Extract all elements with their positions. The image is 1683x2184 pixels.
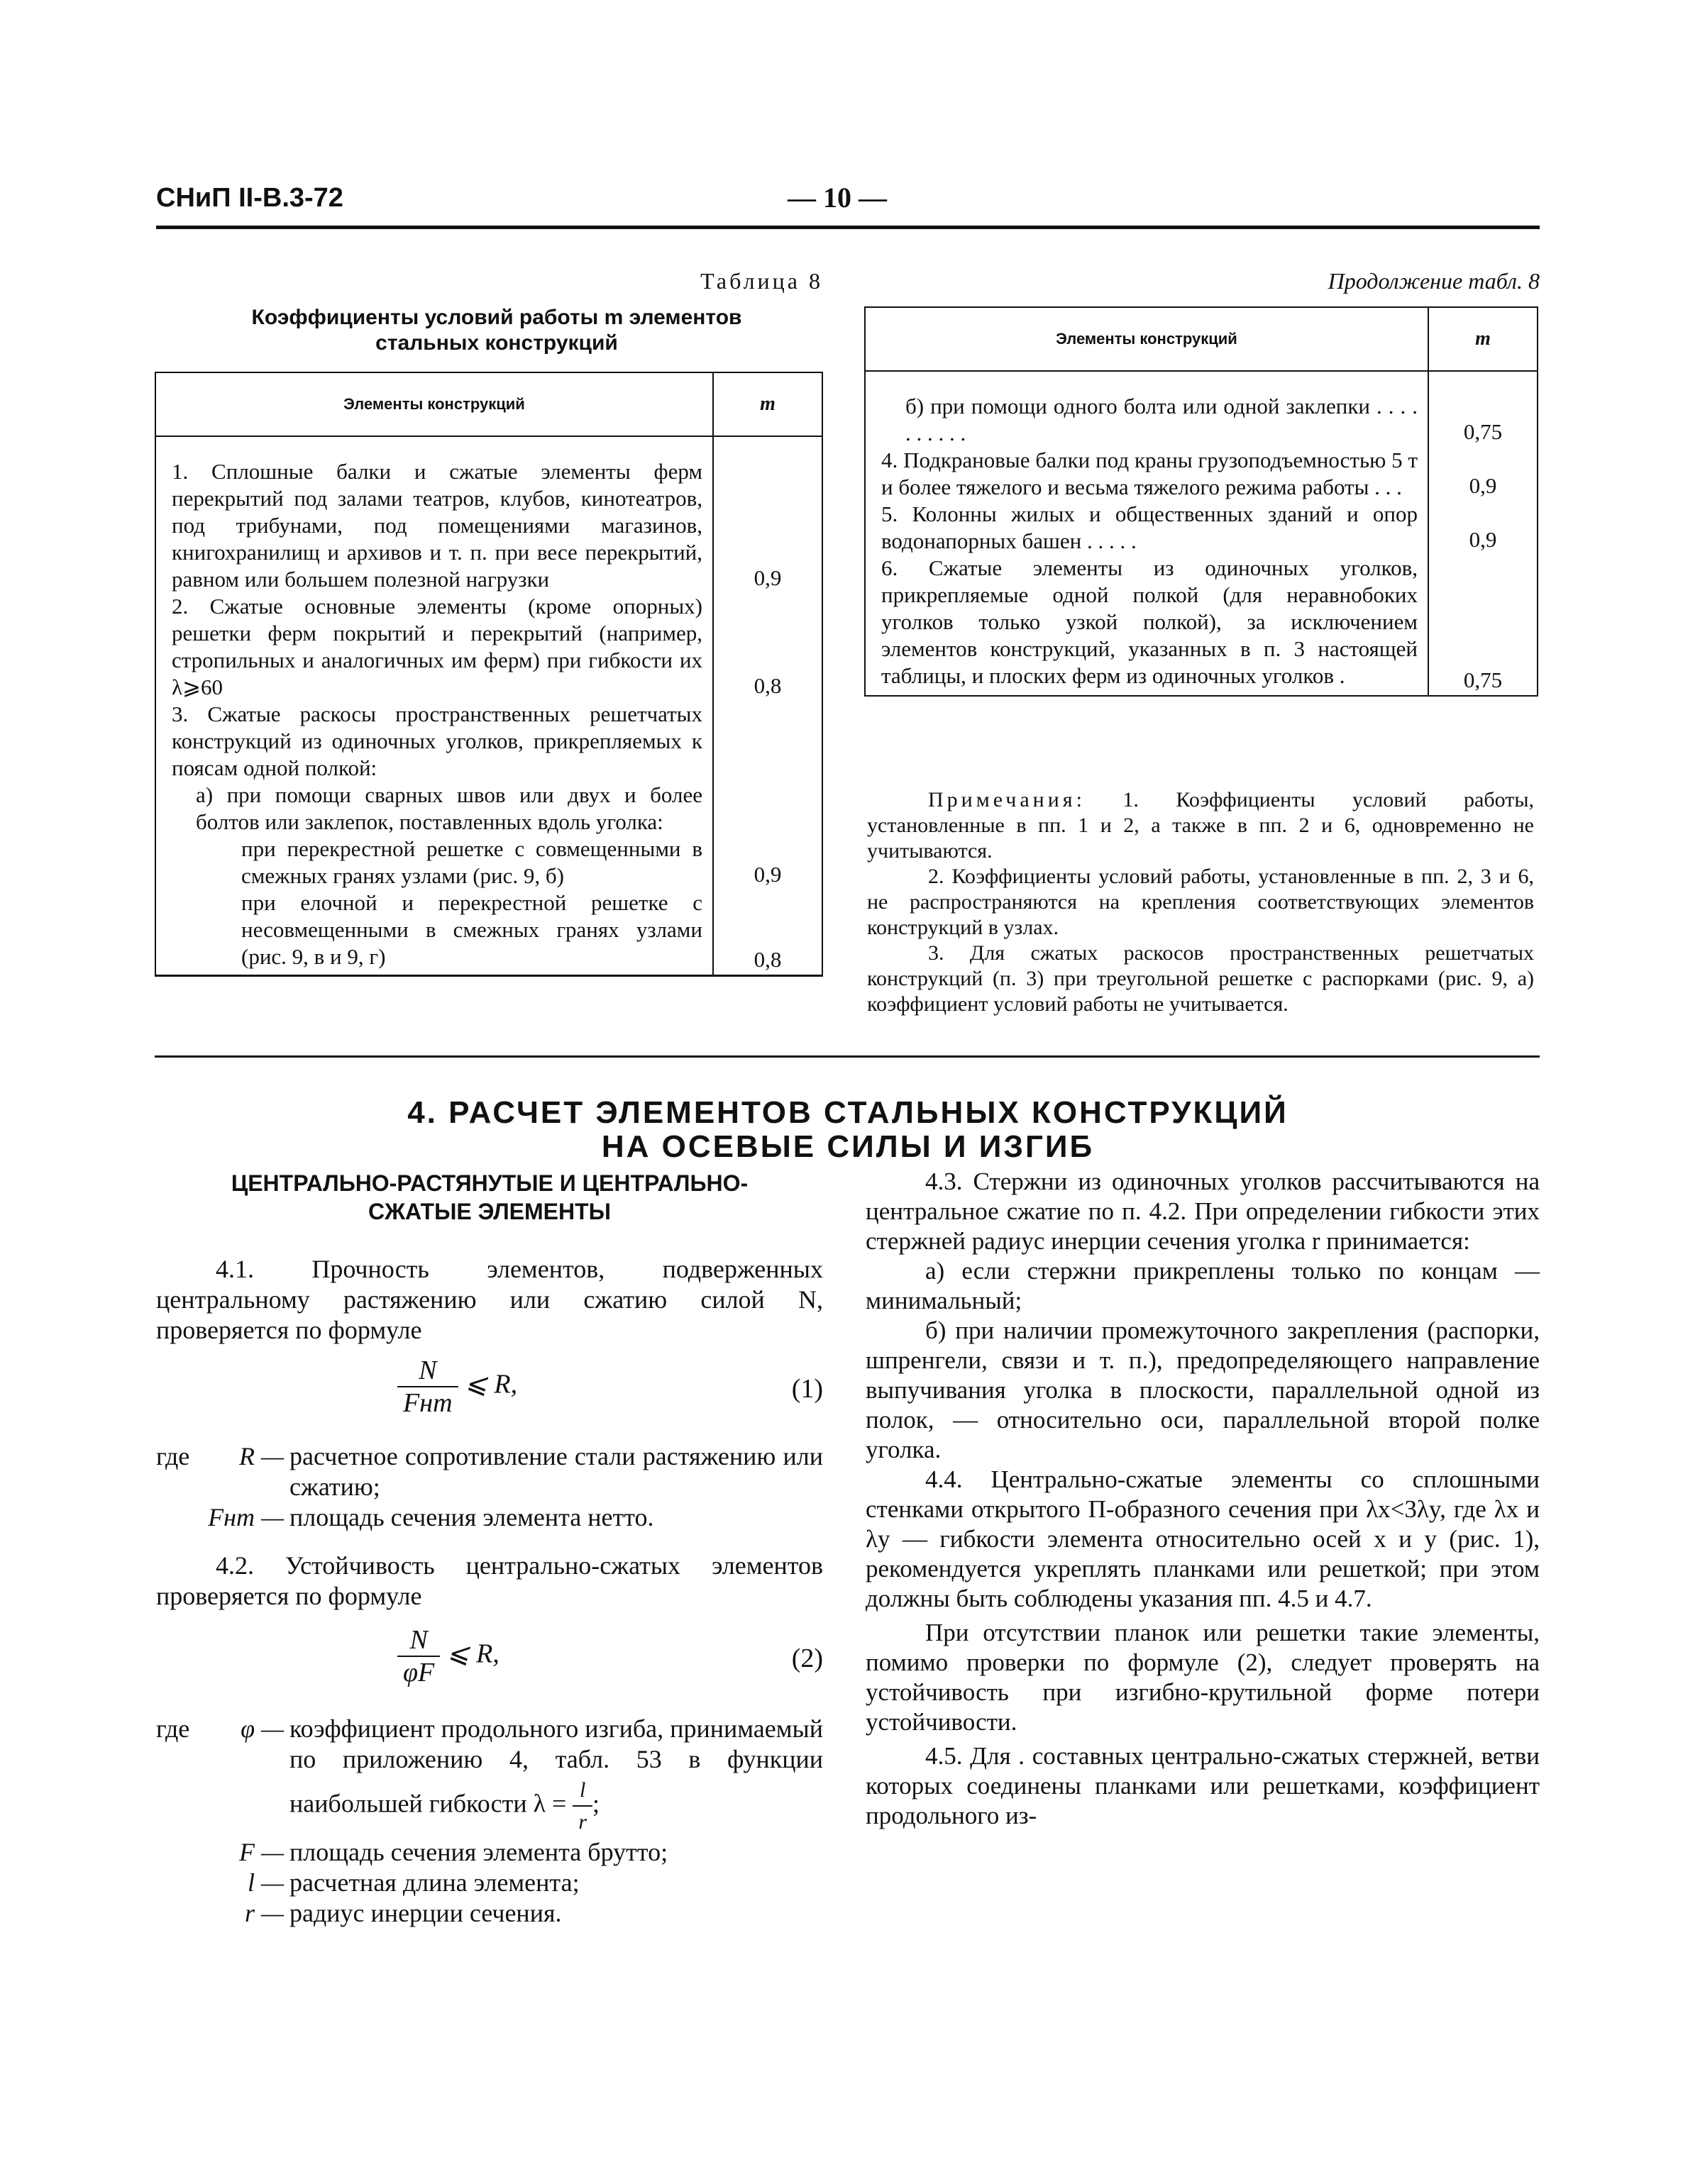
table-cell-m: 0,9 — [1428, 447, 1538, 501]
paragraph-4-2 — [156, 1551, 823, 1612]
paragraph-4-4: 4.4. Центрально-сжатые элементы со сплошными стенками открытого П-образного сечения при λx<3λy, где λx и λy — гибкости элемента относительно осей x и y (рис. 1), рекомендуется укреплять планками или решеткой; при этом должны быть соблюдены указания пп. 4.5 и 4.7. — [866, 1465, 1540, 1612]
formula-2-denominator: φF — [403, 1658, 435, 1687]
table-cell-item2: 2. Сжатые основные элементы (кроме опорных) решетки ферм покрытий и перекрытий (например, стропильных и аналогичных им ферм) при гибкости их λ⩾60 — [172, 594, 702, 699]
table-row — [155, 782, 822, 836]
formula-1 — [397, 1355, 823, 1419]
column-header-elements: Элементы конструкций — [155, 372, 713, 436]
formula-2-fraction — [397, 1624, 440, 1688]
document-code: СНиП II-В.3-72 — [156, 183, 343, 213]
formula-2-number: (2) — [791, 1643, 823, 1673]
table-row — [155, 889, 822, 976]
table-8 — [155, 372, 823, 977]
symbol-F-definition: площадь сечения элемента брутто; — [289, 1838, 668, 1866]
paragraph-4-3: 4.3. Стержни из одиночных уголков рассчитываются на центральное сжатие по п. 4.2. При определении гибкости этих стержней радиус инерции сечения уголка r принимается: — [866, 1168, 1540, 1255]
page-number: — 10 — — [788, 182, 887, 214]
table-8-continuation — [864, 306, 1538, 697]
table-cell-item3b: б) при помощи одного болта или одной заклепки . . . . . . . . . . — [905, 394, 1418, 445]
formula-1-numerator: N — [397, 1355, 458, 1387]
lambda-fraction: $\frac{l}{r}$ — [573, 1775, 592, 1837]
table-cell-m: 0,8 — [713, 593, 822, 701]
symbol-l: l — — [247, 1868, 284, 1897]
symbol-l-definition: расчетная длина элемента; — [289, 1868, 580, 1897]
table-row — [155, 593, 822, 701]
symbol-R-definition: расчетное сопротивление стали растяжению или сжатию; — [289, 1442, 823, 1501]
table-cell-item3: 3. Сжатые раскосы пространственных решетчатых конструкций из одиночных уголков, прикрепляемых к поясам одной полкой: — [172, 702, 702, 780]
header-rule — [156, 226, 1540, 229]
table-title: Коэффициенты условий работы m элементов стальных конструкций — [251, 306, 742, 355]
subsection-title-line2: СЖАТЫЕ ЭЛЕМЕНТЫ — [368, 1199, 611, 1224]
table-cell-m: 0,9 — [713, 836, 822, 889]
paragraph-4-3-b: б) при наличии промежуточного закрепления (распорки, шпренгели, связи и т. п.), предопределяющего направление выпучивания уголка в плоскости, параллельной одной из полок, — относительно оси, параллельной второй полке уголка. — [866, 1317, 1540, 1463]
symbol-Fnt: Fнт — — [208, 1503, 284, 1531]
paragraph-4-2-text: 4.2. Устойчивость центрально-сжатых элементов проверяется по формуле — [156, 1551, 823, 1610]
paragraph-4-3-a: а) если стержни прикреплены только по концам — минимальный; — [866, 1257, 1540, 1314]
table-cell-m: 0,9 — [713, 436, 822, 593]
section-title — [156, 1096, 1540, 1164]
table-cell-m: 0,9 — [1428, 501, 1538, 555]
column-header-m: m — [713, 372, 822, 436]
table-continuation-caption: Продолжение табл. 8 — [1328, 268, 1540, 294]
table-cell-item1: 1. Сплошные балки и сжатые элементы ферм перекрытий под залами театров, клубов, кинотеатров, под трибунами, под помещениями магазинов, книгохранилищ и архивов и т. п. при весе перекрытий, равном или большем полезной нагрузки — [172, 459, 702, 592]
formula-1-denominator: Fнт — [403, 1388, 453, 1418]
table-cell-item6: 6. Сжатые элементы из одиночных уголков, прикрепляемые одной полкой (для неравнобоких уголков только узкой полкой), за исключением элементов конструкций, указанных в п. 3 настоящей таблицы, и плоских ферм из одиночных уголков . — [881, 555, 1418, 688]
where-label: где — [156, 1442, 190, 1470]
table-cell-item3a1: при перекрестной решетке с совмещенными в смежных гранях узлами (рис. 9, б) — [241, 836, 702, 888]
table-row — [865, 501, 1538, 555]
table-cell-m: 0,8 — [713, 889, 822, 976]
section-title-line2: НА ОСЕВЫЕ СИЛЫ И ИЗГИБ — [601, 1129, 1095, 1164]
table-row — [865, 447, 1538, 501]
note-1: 1. Коэффициенты условий работы, установленные в пп. 1 и 2, а также в пп. 2 и 6, одновременно не учитываются. — [867, 788, 1534, 863]
table-row — [865, 555, 1538, 696]
right-column — [866, 1167, 1540, 1831]
table-row — [155, 436, 822, 593]
column-header-elements: Элементы конструкций — [865, 307, 1428, 371]
symbol-phi-definition: коэффициент продольного изгиба, принимаемый по приложению 4, табл. 53 в функции наибольшей гибкости λ = $\frac{l}{r}$ ; — [284, 1714, 823, 1837]
symbol-R: R — — [239, 1442, 284, 1470]
paragraph-4-1-text: 4.1. Прочность элементов, подверженных центральному растяжению или сжатию силой N, проверяется по формуле — [156, 1255, 823, 1344]
formula-2-numerator: N — [397, 1624, 440, 1657]
formula-1-rhs: ⩽ R, — [465, 1369, 518, 1399]
table-cell-item5: 5. Колонны жилых и общественных зданий и опор водонапорных башен . . . . . — [881, 501, 1418, 553]
formula-2-rhs: ⩽ R, — [446, 1639, 500, 1669]
subsection-title — [156, 1169, 823, 1226]
notes-label: Примечания: — [928, 788, 1086, 811]
symbol-r: r — — [244, 1899, 284, 1927]
table-cell-m: 0,75 — [1428, 555, 1538, 696]
table-notes — [867, 787, 1534, 1017]
formula-2 — [397, 1624, 823, 1688]
section-divider — [155, 1055, 1540, 1058]
table-row — [155, 836, 822, 889]
note-2: 2. Коэффициенты условий работы, установленные в пп. 2, 3 и 6, не распространяются на крепления соответствующих элементов конструкций в узлах. — [867, 865, 1534, 939]
formula-1-fraction — [397, 1355, 458, 1419]
symbol-Fnt-definition: площадь сечения элемента нетто. — [289, 1503, 654, 1531]
subsection-title-line1: ЦЕНТРАЛЬНО-РАСТЯНУТЫЕ И ЦЕНТРАЛЬНО- — [231, 1170, 749, 1196]
symbol-F: F — — [239, 1838, 284, 1866]
section-title-line1: 4. РАСЧЕТ ЭЛЕМЕНТОВ СТАЛЬНЫХ КОНСТРУКЦИЙ — [407, 1095, 1289, 1130]
column-header-m: m — [1428, 307, 1538, 371]
note-3: 3. Для сжатых раскосов пространственных решетчатых конструкций (п. 3) при треугольной решетке с распорками (рис. 9, а) коэффициент условий работы не учитывается. — [867, 941, 1534, 1016]
table-row — [865, 371, 1538, 447]
table-cell-m: 0,75 — [1428, 371, 1538, 447]
table-row — [155, 701, 822, 782]
paragraph-4-4-continued: При отсутствии планок или решетки такие элементы, помимо проверки по формуле (2), следует проверять на устойчивость при изгибно-крутильной форме потери устойчивости. — [866, 1619, 1540, 1736]
formula-1-definitions — [156, 1441, 823, 1533]
table-cell-item3a2: при елочной и перекрестной решетке с несовмещенными в смежных гранях узлами (рис. 9, в и 9, г) — [241, 890, 702, 969]
table-cell-item3a: а) при помощи сварных швов или двух и более болтов или заклепок, поставленных вдоль уголка: — [196, 782, 702, 834]
symbol-r-definition: радиус инерции сечения. — [289, 1899, 562, 1927]
table-cell-item4: 4. Подкрановые балки под краны грузоподъемностью 5 т и более тяжелого и весьма тяжелого режима работы . . . — [881, 448, 1418, 499]
paragraph-4-5: 4.5. Для . составных центрально-сжатых стержней, ветви которых соединены планками или решетками, коэффициент продольного из- — [866, 1742, 1540, 1829]
where-label: где — [156, 1714, 190, 1743]
symbol-phi: φ — — [241, 1714, 284, 1743]
formula-1-number: (1) — [791, 1374, 823, 1404]
table-caption: Таблица 8 — [700, 268, 823, 294]
paragraph-4-1 — [156, 1254, 823, 1346]
formula-2-definitions — [156, 1714, 823, 1929]
